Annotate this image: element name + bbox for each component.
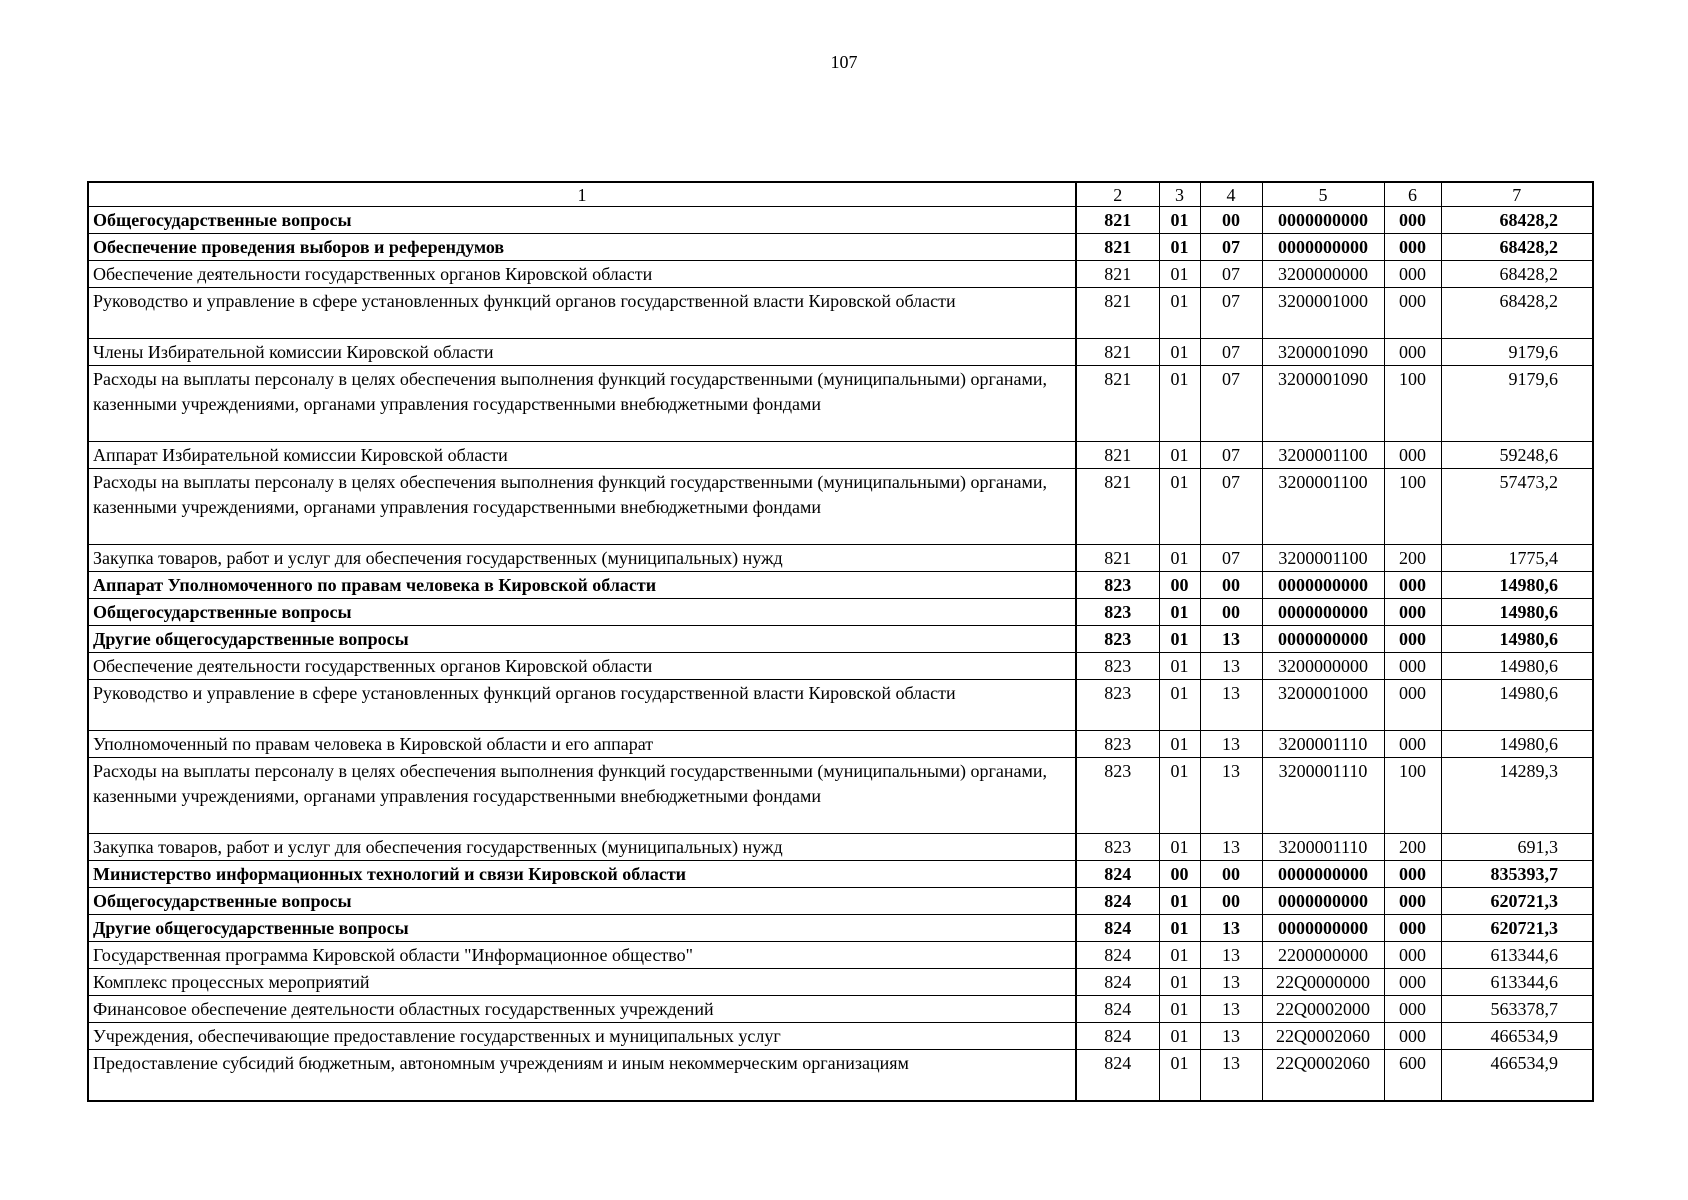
row-amount-cell: 14980,6	[1441, 653, 1593, 680]
row-name-cell: Члены Избирательной комиссии Кировской области	[88, 339, 1076, 366]
row-amount-cell: 68428,2	[1441, 207, 1593, 234]
row-section-cell: 01	[1159, 339, 1200, 366]
row-name-cell: Общегосударственные вопросы	[88, 599, 1076, 626]
table-row	[88, 731, 1593, 758]
row-section-cell: 01	[1159, 288, 1200, 339]
row-admin-code-cell: 824	[1076, 1050, 1159, 1102]
row-expense-type-cell: 100	[1384, 366, 1441, 442]
row-admin-code-cell: 821	[1076, 207, 1159, 234]
row-amount-cell: 691,3	[1441, 834, 1593, 861]
header-cell-2: 2	[1076, 182, 1159, 207]
row-admin-code-cell: 821	[1076, 288, 1159, 339]
header-cell-4: 4	[1200, 182, 1262, 207]
row-expense-type-cell: 000	[1384, 731, 1441, 758]
row-expense-type-cell: 200	[1384, 834, 1441, 861]
row-admin-code-cell: 823	[1076, 758, 1159, 834]
row-subsection-cell: 00	[1200, 572, 1262, 599]
row-admin-code-cell: 821	[1076, 234, 1159, 261]
row-amount-cell: 14289,3	[1441, 758, 1593, 834]
row-section-cell: 01	[1159, 207, 1200, 234]
row-admin-code-cell: 823	[1076, 680, 1159, 731]
row-target-article-cell: 3200000000	[1262, 653, 1384, 680]
row-target-article-cell: 0000000000	[1262, 888, 1384, 915]
row-expense-type-cell: 000	[1384, 996, 1441, 1023]
row-amount-cell: 14980,6	[1441, 572, 1593, 599]
row-target-article-cell: 3200001000	[1262, 680, 1384, 731]
table-row	[88, 626, 1593, 653]
row-subsection-cell: 13	[1200, 942, 1262, 969]
row-admin-code-cell: 824	[1076, 861, 1159, 888]
row-target-article-cell: 3200001100	[1262, 469, 1384, 545]
row-target-article-cell: 3200001000	[1262, 288, 1384, 339]
row-admin-code-cell: 824	[1076, 1023, 1159, 1050]
row-subsection-cell: 00	[1200, 861, 1262, 888]
row-subsection-cell: 13	[1200, 969, 1262, 996]
row-target-article-cell: 0000000000	[1262, 572, 1384, 599]
row-section-cell: 01	[1159, 442, 1200, 469]
row-amount-cell: 68428,2	[1441, 261, 1593, 288]
row-expense-type-cell: 100	[1384, 758, 1441, 834]
row-amount-cell: 563378,7	[1441, 996, 1593, 1023]
row-subsection-cell: 13	[1200, 1050, 1262, 1102]
row-target-article-cell: 0000000000	[1262, 915, 1384, 942]
row-name-cell: Министерство информационных технологий и связи Кировской области	[88, 861, 1076, 888]
table-row	[88, 469, 1593, 545]
row-target-article-cell: 3200001110	[1262, 731, 1384, 758]
row-name-cell: Общегосударственные вопросы	[88, 207, 1076, 234]
row-expense-type-cell: 000	[1384, 942, 1441, 969]
table-row	[88, 366, 1593, 442]
table-body	[88, 182, 1593, 1101]
row-admin-code-cell: 823	[1076, 834, 1159, 861]
row-expense-type-cell: 000	[1384, 626, 1441, 653]
row-name-cell: Руководство и управление в сфере установленных функций органов государственной власти Кировской области	[88, 680, 1076, 731]
row-admin-code-cell: 824	[1076, 942, 1159, 969]
row-name-cell: Расходы на выплаты персоналу в целях обеспечения выполнения функций государственными (муниципальными) органами, казенными учреждениями, органами управления государственными внебюджетными фондами	[88, 758, 1076, 834]
row-section-cell: 01	[1159, 599, 1200, 626]
row-subsection-cell: 07	[1200, 234, 1262, 261]
row-subsection-cell: 00	[1200, 888, 1262, 915]
row-subsection-cell: 13	[1200, 731, 1262, 758]
row-target-article-cell: 2200000000	[1262, 942, 1384, 969]
row-section-cell: 01	[1159, 758, 1200, 834]
row-subsection-cell: 13	[1200, 758, 1262, 834]
row-subsection-cell: 07	[1200, 545, 1262, 572]
row-admin-code-cell: 824	[1076, 969, 1159, 996]
row-section-cell: 01	[1159, 545, 1200, 572]
row-name-cell: Руководство и управление в сфере установленных функций органов государственной власти Кировской области	[88, 288, 1076, 339]
row-section-cell: 01	[1159, 1023, 1200, 1050]
row-name-cell: Учреждения, обеспечивающие предоставление государственных и муниципальных услуг	[88, 1023, 1076, 1050]
table-row	[88, 261, 1593, 288]
row-section-cell: 01	[1159, 366, 1200, 442]
row-subsection-cell: 07	[1200, 469, 1262, 545]
table-row	[88, 234, 1593, 261]
row-subsection-cell: 13	[1200, 915, 1262, 942]
row-amount-cell: 835393,7	[1441, 861, 1593, 888]
row-target-article-cell: 3200001100	[1262, 442, 1384, 469]
row-name-cell: Обеспечение проведения выборов и референдумов	[88, 234, 1076, 261]
table-row	[88, 680, 1593, 731]
row-target-article-cell: 22Q0002060	[1262, 1023, 1384, 1050]
row-admin-code-cell: 823	[1076, 731, 1159, 758]
row-admin-code-cell: 823	[1076, 653, 1159, 680]
table-row	[88, 288, 1593, 339]
table-row	[88, 572, 1593, 599]
row-name-cell: Другие общегосударственные вопросы	[88, 915, 1076, 942]
row-amount-cell: 57473,2	[1441, 469, 1593, 545]
row-expense-type-cell: 000	[1384, 1023, 1441, 1050]
row-admin-code-cell: 823	[1076, 572, 1159, 599]
header-cell-7: 7	[1441, 182, 1593, 207]
row-amount-cell: 620721,3	[1441, 888, 1593, 915]
row-expense-type-cell: 000	[1384, 915, 1441, 942]
header-cell-1: 1	[88, 182, 1076, 207]
row-expense-type-cell: 000	[1384, 207, 1441, 234]
row-expense-type-cell: 000	[1384, 288, 1441, 339]
row-expense-type-cell: 000	[1384, 680, 1441, 731]
row-amount-cell: 466534,9	[1441, 1023, 1593, 1050]
row-name-cell: Обеспечение деятельности государственных органов Кировской области	[88, 261, 1076, 288]
row-amount-cell: 613344,6	[1441, 942, 1593, 969]
row-name-cell: Другие общегосударственные вопросы	[88, 626, 1076, 653]
row-expense-type-cell: 000	[1384, 261, 1441, 288]
table-row	[88, 969, 1593, 996]
row-section-cell: 01	[1159, 1050, 1200, 1102]
row-target-article-cell: 22Q0002000	[1262, 996, 1384, 1023]
row-amount-cell: 14980,6	[1441, 599, 1593, 626]
row-amount-cell: 14980,6	[1441, 626, 1593, 653]
row-target-article-cell: 3200001110	[1262, 758, 1384, 834]
row-admin-code-cell: 824	[1076, 915, 1159, 942]
row-target-article-cell: 3200001110	[1262, 834, 1384, 861]
row-admin-code-cell: 821	[1076, 339, 1159, 366]
row-section-cell: 01	[1159, 915, 1200, 942]
row-subsection-cell: 07	[1200, 366, 1262, 442]
row-amount-cell: 613344,6	[1441, 969, 1593, 996]
row-name-cell: Государственная программа Кировской области "Информационное общество"	[88, 942, 1076, 969]
page-number: 107	[830, 52, 858, 72]
row-name-cell: Закупка товаров, работ и услуг для обеспечения государственных (муниципальных) нужд	[88, 545, 1076, 572]
row-target-article-cell: 22Q0000000	[1262, 969, 1384, 996]
row-section-cell: 01	[1159, 626, 1200, 653]
row-target-article-cell: 0000000000	[1262, 599, 1384, 626]
row-subsection-cell: 00	[1200, 207, 1262, 234]
row-expense-type-cell: 000	[1384, 653, 1441, 680]
row-admin-code-cell: 823	[1076, 599, 1159, 626]
row-expense-type-cell: 000	[1384, 442, 1441, 469]
header-cell-6: 6	[1384, 182, 1441, 207]
row-amount-cell: 68428,2	[1441, 234, 1593, 261]
table-row	[88, 1023, 1593, 1050]
row-admin-code-cell: 821	[1076, 545, 1159, 572]
row-expense-type-cell: 000	[1384, 861, 1441, 888]
row-expense-type-cell: 000	[1384, 339, 1441, 366]
table-row	[88, 599, 1593, 626]
row-section-cell: 00	[1159, 861, 1200, 888]
row-section-cell: 01	[1159, 996, 1200, 1023]
row-section-cell: 01	[1159, 469, 1200, 545]
table-row	[88, 888, 1593, 915]
row-section-cell: 01	[1159, 834, 1200, 861]
row-expense-type-cell: 600	[1384, 1050, 1441, 1102]
row-section-cell: 01	[1159, 969, 1200, 996]
row-amount-cell: 9179,6	[1441, 366, 1593, 442]
table-row	[88, 442, 1593, 469]
row-expense-type-cell: 000	[1384, 888, 1441, 915]
row-subsection-cell: 13	[1200, 996, 1262, 1023]
row-target-article-cell: 0000000000	[1262, 234, 1384, 261]
table-row	[88, 545, 1593, 572]
row-name-cell: Обеспечение деятельности государственных органов Кировской области	[88, 653, 1076, 680]
row-name-cell: Аппарат Избирательной комиссии Кировской области	[88, 442, 1076, 469]
row-name-cell: Аппарат Уполномоченного по правам человека в Кировской области	[88, 572, 1076, 599]
row-subsection-cell: 07	[1200, 442, 1262, 469]
header-cell-3: 3	[1159, 182, 1200, 207]
row-section-cell: 01	[1159, 888, 1200, 915]
row-target-article-cell: 3200000000	[1262, 261, 1384, 288]
row-name-cell: Расходы на выплаты персоналу в целях обеспечения выполнения функций государственными (муниципальными) органами, казенными учреждениями, органами управления государственными внебюджетными фондами	[88, 469, 1076, 545]
row-amount-cell: 1775,4	[1441, 545, 1593, 572]
row-expense-type-cell: 000	[1384, 969, 1441, 996]
row-amount-cell: 466534,9	[1441, 1050, 1593, 1102]
row-section-cell: 01	[1159, 234, 1200, 261]
row-section-cell: 01	[1159, 942, 1200, 969]
table-row	[88, 915, 1593, 942]
row-expense-type-cell: 000	[1384, 234, 1441, 261]
row-subsection-cell: 07	[1200, 261, 1262, 288]
row-subsection-cell: 13	[1200, 834, 1262, 861]
row-target-article-cell: 0000000000	[1262, 207, 1384, 234]
row-name-cell: Общегосударственные вопросы	[88, 888, 1076, 915]
row-subsection-cell: 13	[1200, 680, 1262, 731]
row-expense-type-cell: 200	[1384, 545, 1441, 572]
table-header-row	[88, 182, 1593, 207]
row-subsection-cell: 13	[1200, 1023, 1262, 1050]
row-amount-cell: 620721,3	[1441, 915, 1593, 942]
row-admin-code-cell: 824	[1076, 888, 1159, 915]
row-target-article-cell: 3200001090	[1262, 366, 1384, 442]
row-expense-type-cell: 000	[1384, 599, 1441, 626]
row-admin-code-cell: 823	[1076, 626, 1159, 653]
row-section-cell: 01	[1159, 261, 1200, 288]
budget-table	[87, 181, 1594, 1102]
table-row	[88, 339, 1593, 366]
row-name-cell: Закупка товаров, работ и услуг для обеспечения государственных (муниципальных) нужд	[88, 834, 1076, 861]
row-subsection-cell: 07	[1200, 288, 1262, 339]
table-row	[88, 834, 1593, 861]
row-expense-type-cell: 000	[1384, 572, 1441, 599]
table-row	[88, 653, 1593, 680]
row-section-cell: 01	[1159, 731, 1200, 758]
row-target-article-cell: 3200001100	[1262, 545, 1384, 572]
row-target-article-cell: 0000000000	[1262, 626, 1384, 653]
table-row	[88, 996, 1593, 1023]
row-amount-cell: 9179,6	[1441, 339, 1593, 366]
row-name-cell: Финансовое обеспечение деятельности областных государственных учреждений	[88, 996, 1076, 1023]
row-admin-code-cell: 821	[1076, 469, 1159, 545]
row-subsection-cell: 13	[1200, 653, 1262, 680]
row-target-article-cell: 22Q0002060	[1262, 1050, 1384, 1102]
row-amount-cell: 59248,6	[1441, 442, 1593, 469]
row-name-cell: Комплекс процессных мероприятий	[88, 969, 1076, 996]
row-admin-code-cell: 821	[1076, 261, 1159, 288]
row-amount-cell: 14980,6	[1441, 680, 1593, 731]
row-section-cell: 01	[1159, 653, 1200, 680]
row-name-cell: Расходы на выплаты персоналу в целях обеспечения выполнения функций государственными (муниципальными) органами, казенными учреждениями, органами управления государственными внебюджетными фондами	[88, 366, 1076, 442]
row-amount-cell: 14980,6	[1441, 731, 1593, 758]
row-subsection-cell: 00	[1200, 599, 1262, 626]
row-admin-code-cell: 824	[1076, 996, 1159, 1023]
row-amount-cell: 68428,2	[1441, 288, 1593, 339]
row-admin-code-cell: 821	[1076, 366, 1159, 442]
row-target-article-cell: 3200001090	[1262, 339, 1384, 366]
row-name-cell: Предоставление субсидий бюджетным, автономным учреждениям и иным некоммерческим организациям	[88, 1050, 1076, 1102]
table-row	[88, 942, 1593, 969]
row-name-cell: Уполномоченный по правам человека в Кировской области и его аппарат	[88, 731, 1076, 758]
header-cell-5: 5	[1262, 182, 1384, 207]
row-section-cell: 01	[1159, 680, 1200, 731]
row-admin-code-cell: 821	[1076, 442, 1159, 469]
table-row	[88, 1050, 1593, 1102]
row-section-cell: 00	[1159, 572, 1200, 599]
table-row	[88, 758, 1593, 834]
row-subsection-cell: 07	[1200, 339, 1262, 366]
row-subsection-cell: 13	[1200, 626, 1262, 653]
row-expense-type-cell: 100	[1384, 469, 1441, 545]
row-target-article-cell: 0000000000	[1262, 861, 1384, 888]
table-row	[88, 207, 1593, 234]
table-row	[88, 861, 1593, 888]
